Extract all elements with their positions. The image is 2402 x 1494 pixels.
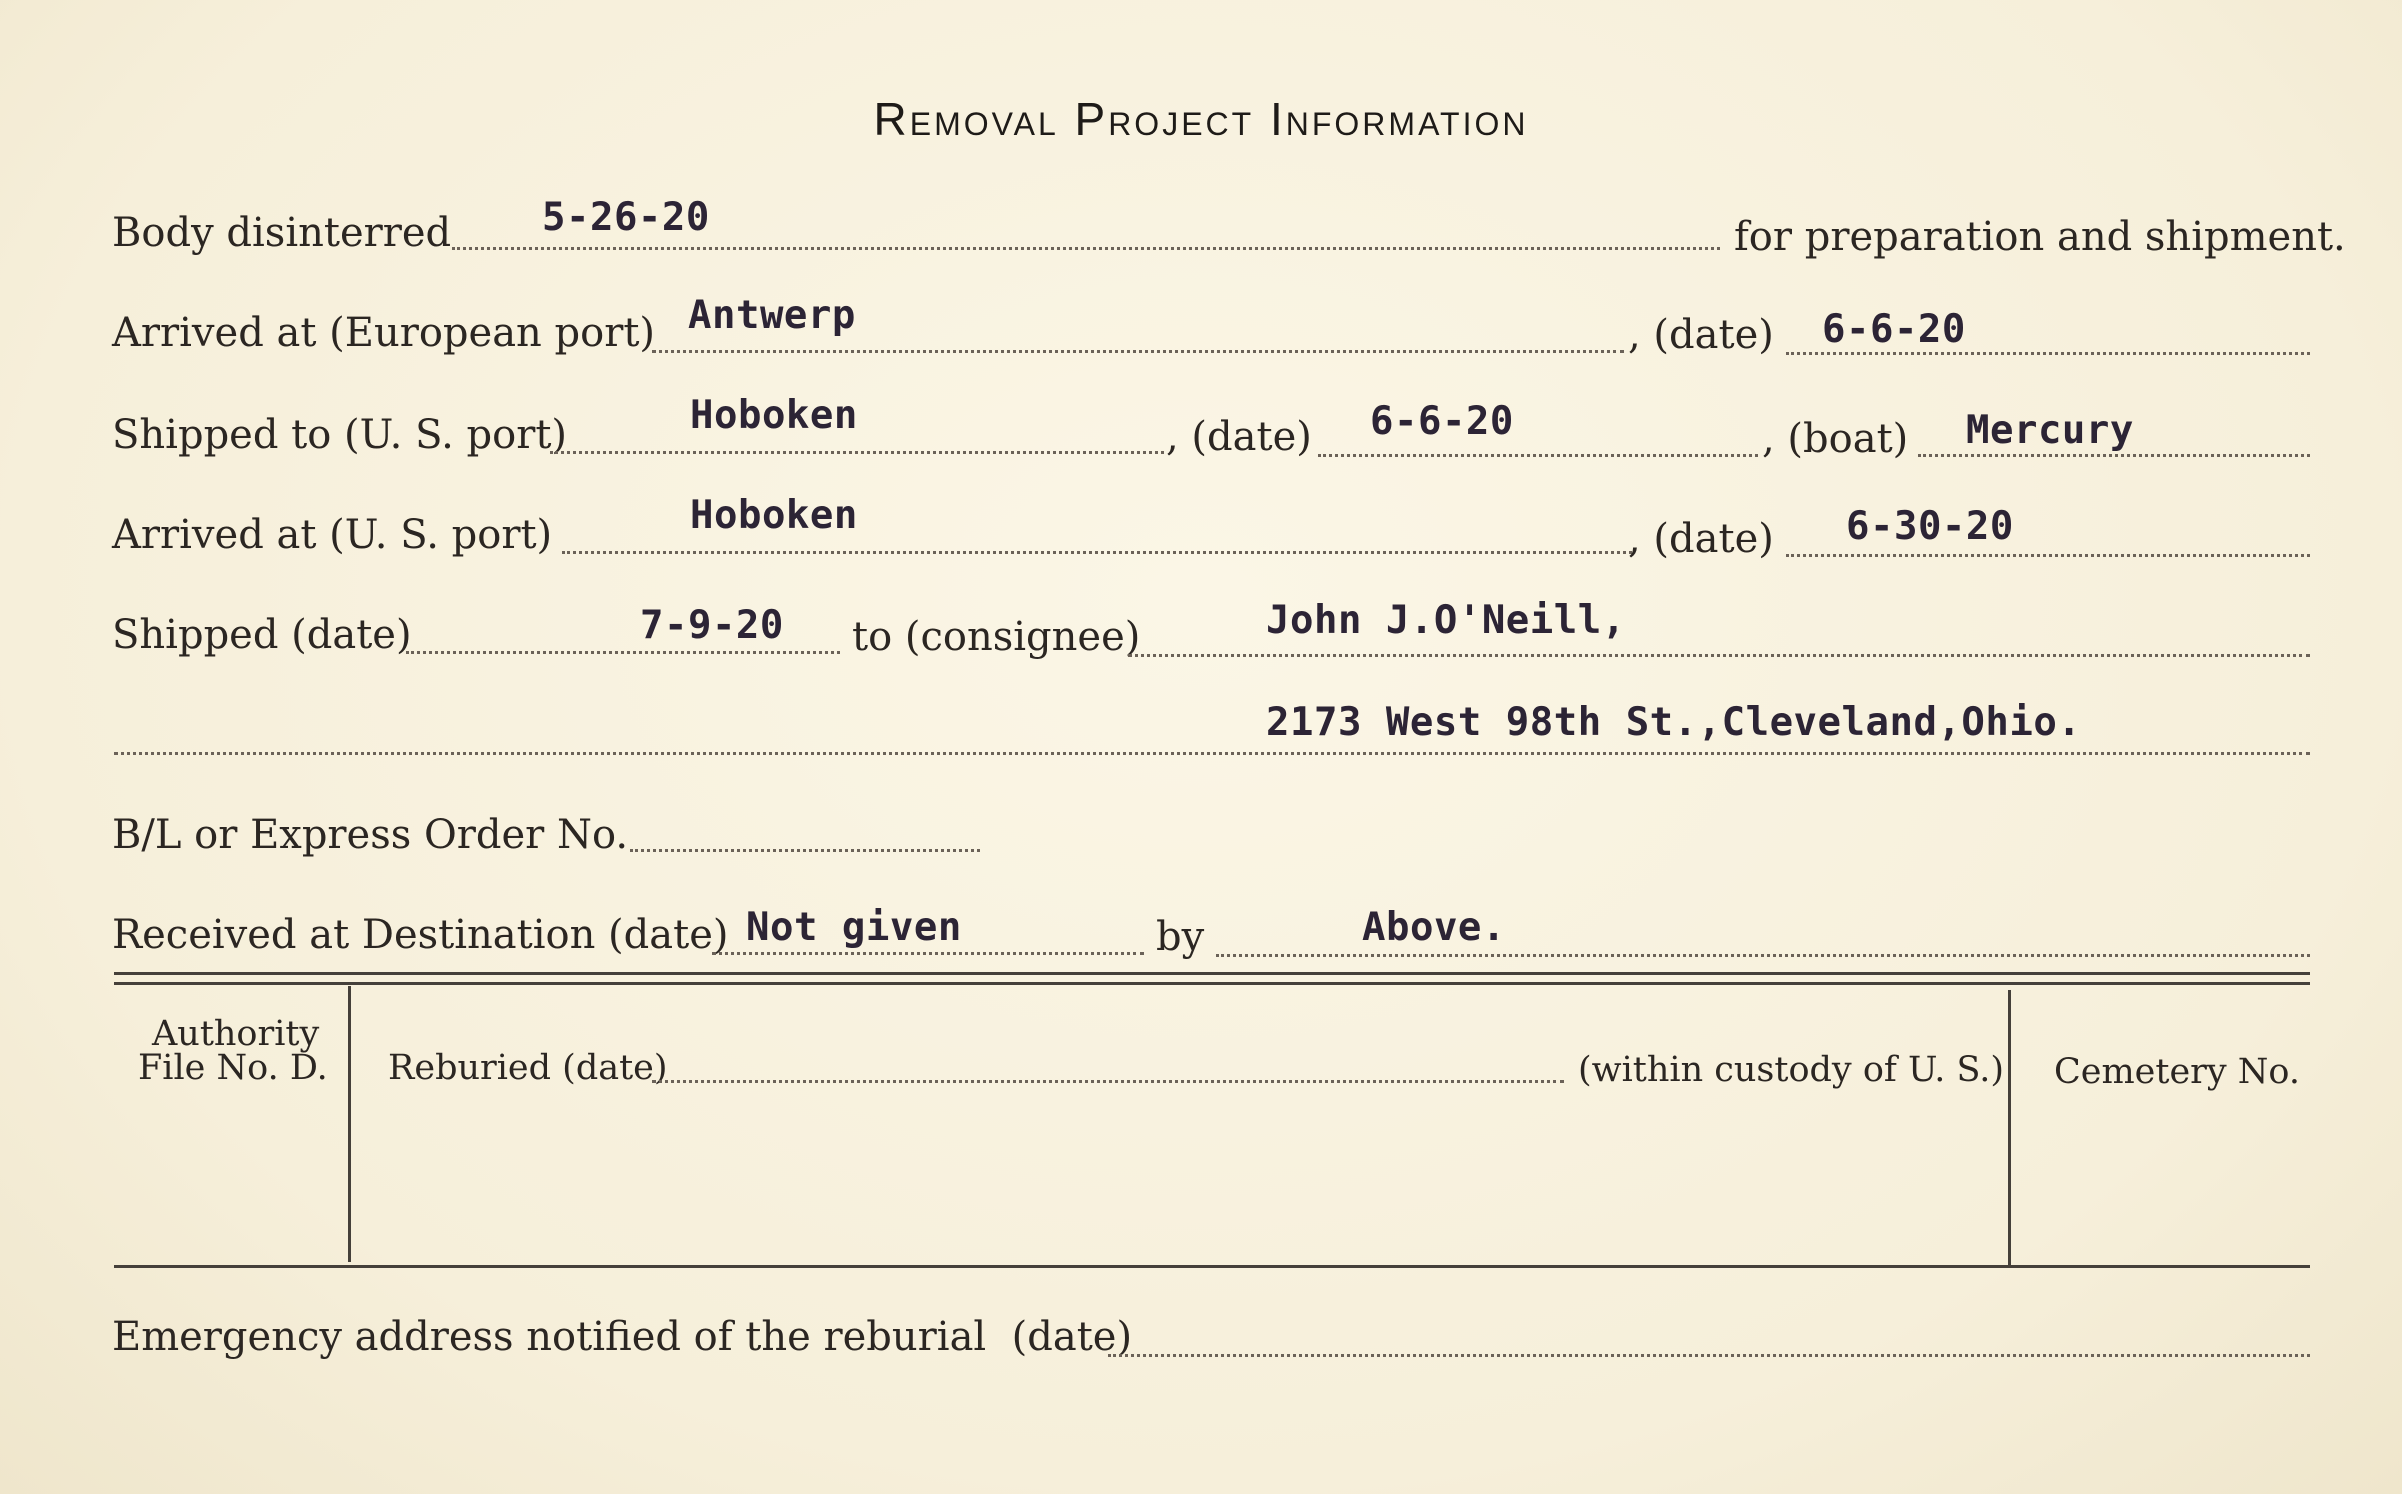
shipped-us-date: 6-6-20: [1370, 399, 1514, 444]
shipped-us-boat: Mercury: [1966, 408, 2134, 453]
us-arrival-label: Arrived at (U. S. port): [112, 512, 553, 558]
euro-arrival-port: Antwerp: [688, 293, 856, 338]
received-by-label: by: [1156, 914, 1205, 960]
consignee-name: John J.O'Neill,: [1266, 598, 1626, 643]
euro-arrival-label: Arrived at (European port): [112, 310, 656, 356]
disinterred-suffix: for preparation and shipment.: [1734, 214, 2346, 260]
received-by: Above.: [1362, 905, 1506, 950]
shipped-date: 7-9-20: [640, 603, 784, 648]
address-line: [114, 752, 2310, 755]
euro-arrival-date-label: , (date): [1628, 312, 1774, 358]
authority-label-1: Authority: [152, 1014, 320, 1054]
page-title: Removal Project Information: [873, 93, 1529, 145]
table-divider-right: [2008, 990, 2011, 1268]
us-arrival-line: [562, 551, 1632, 554]
authority-label-2: File No. D.: [138, 1048, 328, 1088]
us-arrival-date: 6-30-20: [1846, 504, 2014, 549]
received-line: [712, 952, 1144, 955]
received-value: Not given: [746, 905, 962, 950]
shipped-us-port: Hoboken: [690, 393, 858, 438]
received-label: Received at Destination (date): [112, 912, 729, 958]
euro-arrival-date-line: [1786, 352, 2310, 355]
shipped-date-label: Shipped (date): [112, 612, 412, 658]
disinterred-value: 5-26-20: [542, 195, 710, 240]
reburied-label: Reburied (date): [388, 1048, 668, 1088]
table-divider-left: [348, 986, 351, 1262]
bl-label: B/L or Express Order No.: [112, 812, 629, 858]
table-top-rule: [114, 972, 2310, 975]
disinterred-label: Body disinterred: [112, 210, 452, 256]
cemetery-label: Cemetery No.: [2054, 1052, 2301, 1092]
us-arrival-date-line: [1786, 554, 2310, 557]
shipped-us-boat-label: , (boat): [1762, 416, 1909, 462]
table-top-rule-2: [114, 982, 2310, 985]
us-arrival-date-label: , (date): [1628, 516, 1774, 562]
euro-arrival-line: [652, 350, 1624, 353]
shipped-us-date-line: [1318, 454, 1758, 457]
shipped-date-line: [406, 651, 840, 654]
consignee-line: [1128, 654, 2310, 657]
table-bottom-rule: [114, 1265, 2310, 1268]
shipped-us-date-label: , (date): [1166, 414, 1312, 460]
bl-line: [630, 849, 980, 852]
disinterred-line: [452, 247, 1720, 250]
euro-arrival-date: 6-6-20: [1822, 307, 1966, 352]
consignee-label: to (consignee): [852, 614, 1141, 660]
emergency-label: Emergency address notified of the reburial (date): [112, 1314, 1133, 1360]
shipped-us-boat-line: [1918, 454, 2310, 457]
us-arrival-port: Hoboken: [690, 493, 858, 538]
consignee-address: 2173 West 98th St.,Cleveland,Ohio.: [1266, 700, 2082, 745]
custody-label: (within custody of U. S.): [1578, 1050, 2005, 1090]
shipped-us-label: Shipped to (U. S. port): [112, 412, 567, 458]
reburied-line: [652, 1080, 1564, 1083]
received-by-line: [1216, 954, 2310, 957]
emergency-line: [1108, 1354, 2310, 1357]
shipped-us-line: [550, 451, 1164, 454]
